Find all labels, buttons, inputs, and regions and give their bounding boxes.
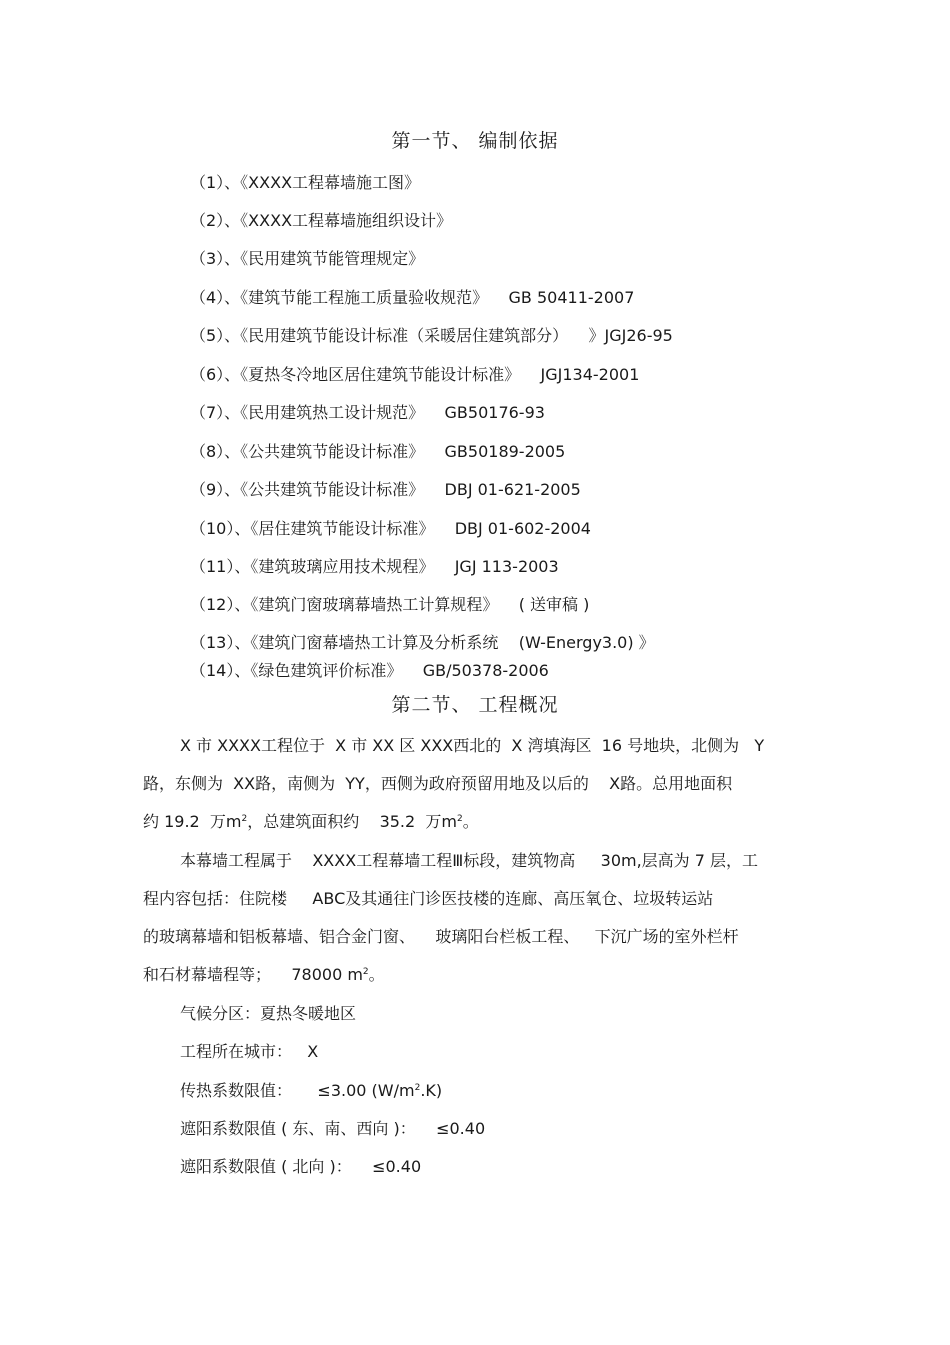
reference-item-8: （8）、《公共建筑节能设计标准》 GB50189-2005 <box>190 442 566 461</box>
reference-item-1: （1）、《XXXX工程幕墙施工图》 <box>190 173 421 192</box>
scope-line-1: 本幕墙工程属于 XXXX工程幕墙工程Ⅲ标段，建筑物高 30m,层高为 7 层，工 <box>180 851 759 870</box>
superscript-2: 2 <box>241 814 248 824</box>
scope-line-2: 程内容包括：住院楼 ABC及其通往门诊医技楼的连廊、高压氧仓、垃圾转运站 <box>143 889 714 908</box>
superscript-2: 2 <box>414 1083 421 1093</box>
reference-item-7: （7）、《民用建筑热工设计规范》 GB50176-93 <box>190 403 545 422</box>
shading-limit-north: 遮阳系数限值 ( 北向 )： ≤0.40 <box>180 1157 422 1176</box>
heat-transfer-limit: 传热系数限值： ≤3.00 $(W/m^2.K)$ <box>180 1081 443 1100</box>
section2-title: 第二节、 工程概况 <box>391 694 559 716</box>
reference-item-9: （9）、《公共建筑节能设计标准》 DBJ 01-621-2005 <box>190 480 581 499</box>
reference-item-12: （12）、《建筑门窗玻璃幕墙热工计算规程》 ( 送审稿 ) <box>190 595 590 614</box>
overview-line-2: 路，东侧为 XX路，南侧为 YY，西侧为政府预留用地及以后的 X路。总用地面积 <box>143 774 733 793</box>
reference-item-14: （14）、《绿色建筑评价标准》 GB/50378-2006 <box>190 661 549 680</box>
reference-item-10: （10）、《居住建筑节能设计标准》 DBJ 01-602-2004 <box>190 519 591 538</box>
project-city: 工程所在城市： X <box>180 1042 319 1061</box>
reference-item-13: （13）、《建筑门窗幕墙热工计算及分析系统 (W-Energy3.0) 》 <box>190 633 655 652</box>
shading-limit-east-south-west: 遮阳系数限值 ( 东、南、西向 )： ≤0.40 <box>180 1119 486 1138</box>
reference-item-6: （6）、《夏热冬冷地区居住建筑节能设计标准》 JGJ134-2001 <box>190 365 640 384</box>
reference-item-11: （11）、《建筑玻璃应用技术规程》 JGJ 113-2003 <box>190 557 559 576</box>
reference-item-3: （3）、《民用建筑节能管理规定》 <box>190 249 425 268</box>
superscript-2: 2 <box>456 814 463 824</box>
reference-item-5: （5）、《民用建筑节能设计标准（采暖居住建筑部分） 》JGJ26-95 <box>190 326 673 345</box>
scope-line-4: 和石材幕墙程等； 78000 $m^2$。 <box>143 965 385 984</box>
superscript-2: 2 <box>362 967 369 977</box>
reference-item-2: （2）、《XXXX工程幕墙施组织设计》 <box>190 211 453 230</box>
scope-line-3: 的玻璃幕墙和铝板幕墙、铝合金门窗、 玻璃阳台栏板工程、 下沉广场的室外栏杆 <box>143 927 739 946</box>
overview-line-1: X 市 XXXX工程位于 X 市 XX 区 XXX西北的 X 湾填海区 16 号地块，北侧为 Y <box>180 736 765 755</box>
reference-item-4: （4）、《建筑节能工程施工质量验收规范》 GB 50411-2007 <box>190 288 635 307</box>
climate-zone: 气候分区：夏热冬暖地区 <box>180 1004 357 1023</box>
overview-line-3: 约 19.2 万$m^2$，总建筑面积约 35.2 万$m^2$。 <box>143 812 479 831</box>
section1-title: 第一节、 编制依据 <box>391 130 559 152</box>
